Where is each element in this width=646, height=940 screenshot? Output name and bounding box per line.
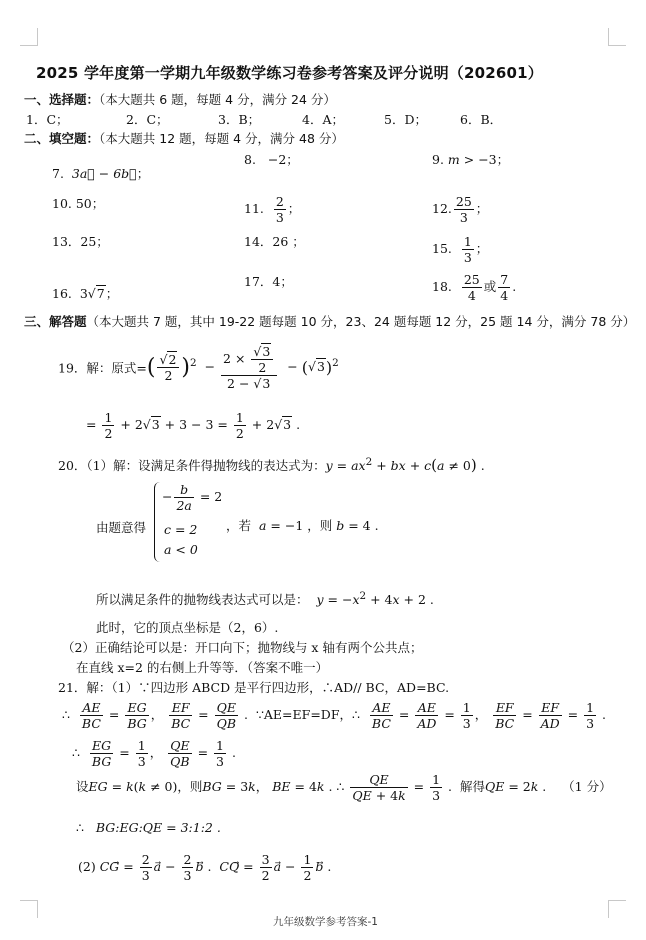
fill-answer-12: 12. $\frac{25}{3}$ ； [432,194,489,225]
fill-answer-16: 16. 3√7； [52,286,119,301]
q21-score: （1 分） [562,779,612,794]
q21-line3: ∴ $\frac{EG}{BG}$ = $\frac{1}{3}$ ， $\frac{QE}{QB}$ = $\frac{1}{3}$ . [72,738,236,769]
section3-note: （本大题共 7 题，其中 19-22 题每题 10 分，23、24 题每题 12 分，25 题 14 分，满分 78 分） [86,314,636,329]
q21-line2: ∴ $\frac{AE}{BC}$ = $\frac{EG}{BG}$ ， $\frac{EF}{BC}$ = $\frac{QE}{QB}$ . ∵AE=EF=DF，∴ $\frac{AE}{BC}$ = $\frac{AE}{AD}$ = $\frac{1}{3}$ ， $\frac{EF}{BC}$ = $\frac{EF}{AD}$ = $\frac{1}{3}$ . [62,700,607,731]
q20-result: 所以满足条件的抛物线表达式可以是： $y = -x^2 + 4x + 2$ . [96,590,434,608]
section2-title: 二、填空题： [24,131,100,146]
section2-note: （本大题共 12 题，每题 4 分，满分 48 分） [99,131,344,146]
q19-expression: 19．解：原式=( $\frac{√2}{2}$ )$^2$ − 2 × $\frac{√3}{2}$ 2 − √3 − $(√3)^2$ [58,344,339,391]
fill-answer-17: 17．4； [244,274,293,289]
answer-2: 2．C； [126,112,169,127]
section3-header [24,312,635,330]
section1-note: （本大题共 6 题，每题 4 分，满分 24 分） [99,92,336,107]
crop-mark-top-left [20,28,38,46]
fill-answer-14: 14．26 ； [244,234,305,249]
q21-ratio: ∴ BG:EG:QE = 3:1:2 . [76,820,221,835]
q20-line1: 20．（1）解：设满足条件得抛物线的表达式为：$y = ax^2$ + bx + c(a ≠ 0) . [58,456,485,475]
fill-answer-8: 8. −2； [244,152,299,167]
answer-4: 4．A； [302,112,344,127]
crop-mark-bottom-right [608,900,626,918]
answer-6: 6．B． [460,112,503,127]
fill-answer-15: 15. $\frac{1}{3}$ ； [432,234,489,265]
answer-5: 5．D； [384,112,427,127]
q19-label: 19．解：原式= [58,360,147,376]
q20-condition-3: a < 0 [164,542,198,557]
q20-condition-1: − $\frac{b}{2a}$ = 2 [162,482,223,513]
page-title: 2025 学年度第一学期九年级数学练习卷参考答案及评分说明（202601） [36,64,543,82]
q21-line1: 21．解：（1）∵四边形 ABCD 是平行四边形，∴AD// BC，AD=BC. [58,680,450,695]
q20-system-brace [154,482,162,562]
q20-part2-line1: （2）正确结论可以是：开口向下；抛物线与 x 轴有两个公共点； [62,640,423,655]
q19-result: = $\frac{1}{2}$ + 2√3 + 3 − 3 = $\frac{1}{2}$ + 2√3 . [86,410,301,441]
fill-answer-10: 10. 50； [52,196,105,211]
q20-given-label: 由题意得 [96,520,147,535]
fill-answer-9: 9. m > −3； [432,152,510,167]
answer-1: 1．C； [26,112,69,127]
section1-header [24,90,336,108]
crop-mark-bottom-left [20,900,38,918]
section2-header [24,129,344,147]
q20-assumption: ，若 a = −1 ，则 b = 4 . [226,518,379,533]
fill-answer-7: 7. 3a⃗ − 6b⃗； [52,166,150,181]
q21-part2: (2) CG⃗ = $\frac{2}{3}$ a⃗ − $\frac{2}{3}$ b⃗ . CQ⃗ = $\frac{3}{2}$ a⃗ − $\frac{1}{2}$ b⃗ . [78,852,332,883]
section3-title: 三、解答题 [24,314,87,329]
fill-answer-11: 11. $\frac{2}{3}$ ； [244,194,301,225]
q20-vertex: 此时，它的顶点坐标是（2，6）. [96,620,279,635]
fill-answer-13: 13．25； [52,234,109,249]
q20-part2-line2: 在直线 x=2 的右侧上升等等．（答案不唯一） [76,660,329,675]
section1-title: 一、选择题： [24,92,100,107]
page-footer: 九年级数学参考答案-1 [273,916,378,928]
q20-condition-2: c = 2 [164,522,198,537]
crop-mark-top-right [608,28,626,46]
fill-answer-18: 18. $\frac{25}{4}$ 或 $\frac{7}{4}$ . [432,272,517,303]
answer-3: 3．B； [218,112,261,127]
q21-line4: 设EG = k(k ≠ 0)，则BG = 3k， BE = 4k . ∴ $\frac{QE}{QE + 4k}$ = $\frac{1}{3}$ . 解得QE = 2k . （1 分） [76,772,612,803]
